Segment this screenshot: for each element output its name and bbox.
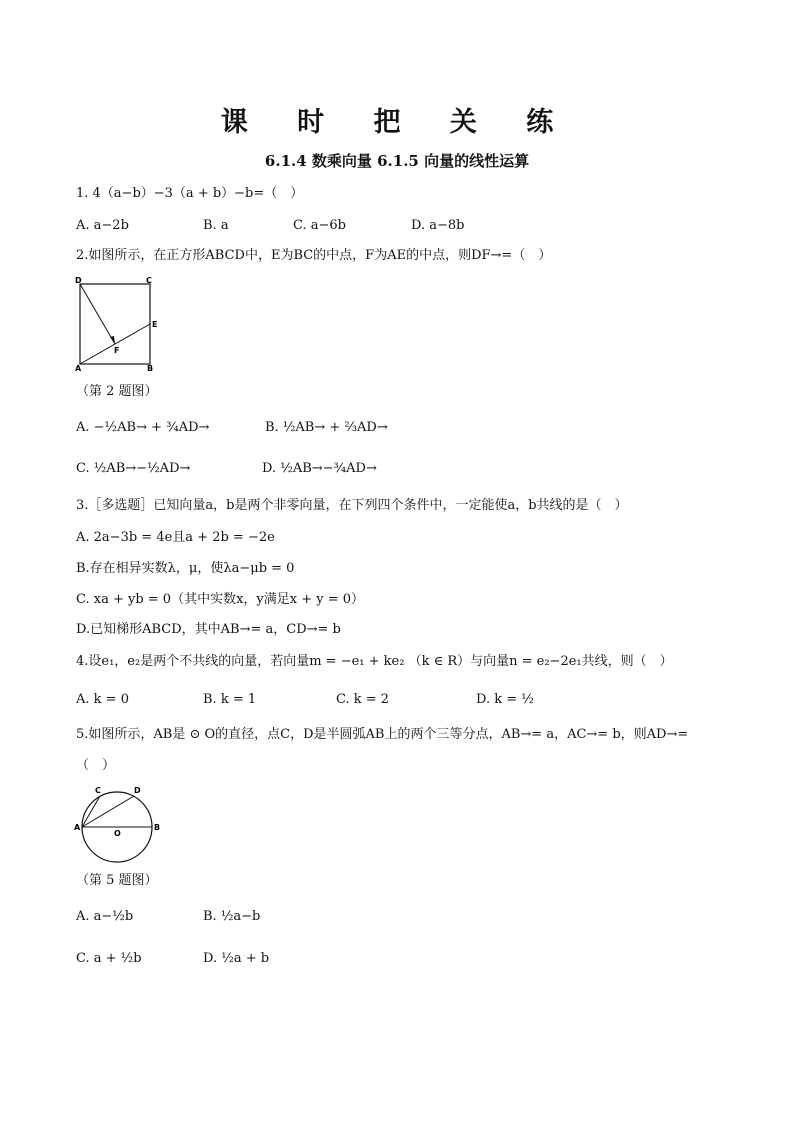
page-subtitle: 6.1.4 数乘向量 6.1.5 向量的线性运算 (264, 152, 530, 170)
label-a: A (75, 364, 82, 372)
question-5-option-b: B. ½a−b (203, 909, 261, 924)
question-1-option-a: A. a−2b (76, 218, 129, 233)
label-b: B (154, 823, 161, 832)
question-4-option-d: D. k = ½ (476, 692, 534, 707)
question-2-option-d: D. ½AB→−¾AD→ (262, 461, 377, 476)
question-4-option-b: B. k = 1 (203, 692, 257, 707)
arrow-df-icon (110, 336, 115, 344)
question-5-option-a: A. a−½b (76, 909, 134, 924)
question-1-option-b: B. a (203, 218, 229, 233)
label-e: E (152, 320, 158, 329)
question-3-option-a: A. 2a−3b = 4e且a + 2b = −2e (76, 530, 275, 545)
question-2-option-c: C. ½AB→−½AD→ (76, 461, 191, 476)
question-4-stem: 4.设e₁，e₂是两个不共线的向量，若向量m = −e₁ + ke₂ （k ∈ R）与向量n = e₂−2e₁共线，则（ ） (76, 654, 673, 669)
figure-2-square (72, 276, 167, 372)
segment-ad (82, 796, 134, 827)
question-4-option-a: A. k = 0 (76, 692, 129, 707)
question-3-option-c: C. xa + yb = 0（其中实数x，y满足x + y = 0） (76, 592, 365, 607)
label-f: F (114, 346, 120, 355)
label-c: C (146, 276, 152, 285)
question-5-stem-line2: （ ） (76, 758, 116, 773)
segment-df (80, 284, 115, 344)
question-1-stem: 1. 4（a−b）−3（a + b）−b=（ ） (76, 186, 304, 201)
label-d: D (75, 276, 82, 285)
question-1-option-c: C. a−6b (293, 218, 346, 233)
figure-2-caption: （第 2 题图） (76, 384, 158, 399)
label-a: A (74, 823, 81, 832)
question-5-option-c: C. a + ½b (76, 951, 142, 966)
segment-ac (82, 796, 100, 827)
page-title: 课 时 把 关 练 (220, 107, 574, 138)
question-2-stem: 2.如图所示，在正方形ABCD中，E为BC的中点，F为AE的中点，则DF→=（ ） (76, 248, 552, 263)
question-2-option-b: B. ½AB→ + ⅔AD→ (265, 420, 388, 435)
question-3-stem: 3.［多选题］已知向量a，b是两个非零向量，在下列四个条件中，一定能使a，b共线的是（ ） (76, 498, 628, 513)
question-3-option-b: B.存在相异实数λ，μ，使λa−μb = 0 (76, 561, 295, 576)
label-c: C (95, 786, 101, 795)
question-5-option-d: D. ½a + b (203, 951, 270, 966)
question-3-option-d: D.已知梯形ABCD，其中AB→= a，CD→= b (76, 622, 341, 637)
label-o: O (114, 829, 121, 838)
figure-5-circle (72, 782, 164, 864)
question-2-option-a: A. −½AB→ + ¾AD→ (76, 420, 210, 435)
question-1-option-d: D. a−8b (411, 218, 465, 233)
question-4-option-c: C. k = 2 (336, 692, 390, 707)
figure-5-caption: （第 5 题图） (76, 873, 158, 888)
label-d: D (134, 786, 141, 795)
label-b: B (147, 364, 154, 372)
question-5-stem-line1: 5.如图所示，AB是 ⊙ O的直径，点C，D是半圆弧AB上的两个三等分点，AB→= a，AC→= b，则AD→= (76, 727, 689, 742)
